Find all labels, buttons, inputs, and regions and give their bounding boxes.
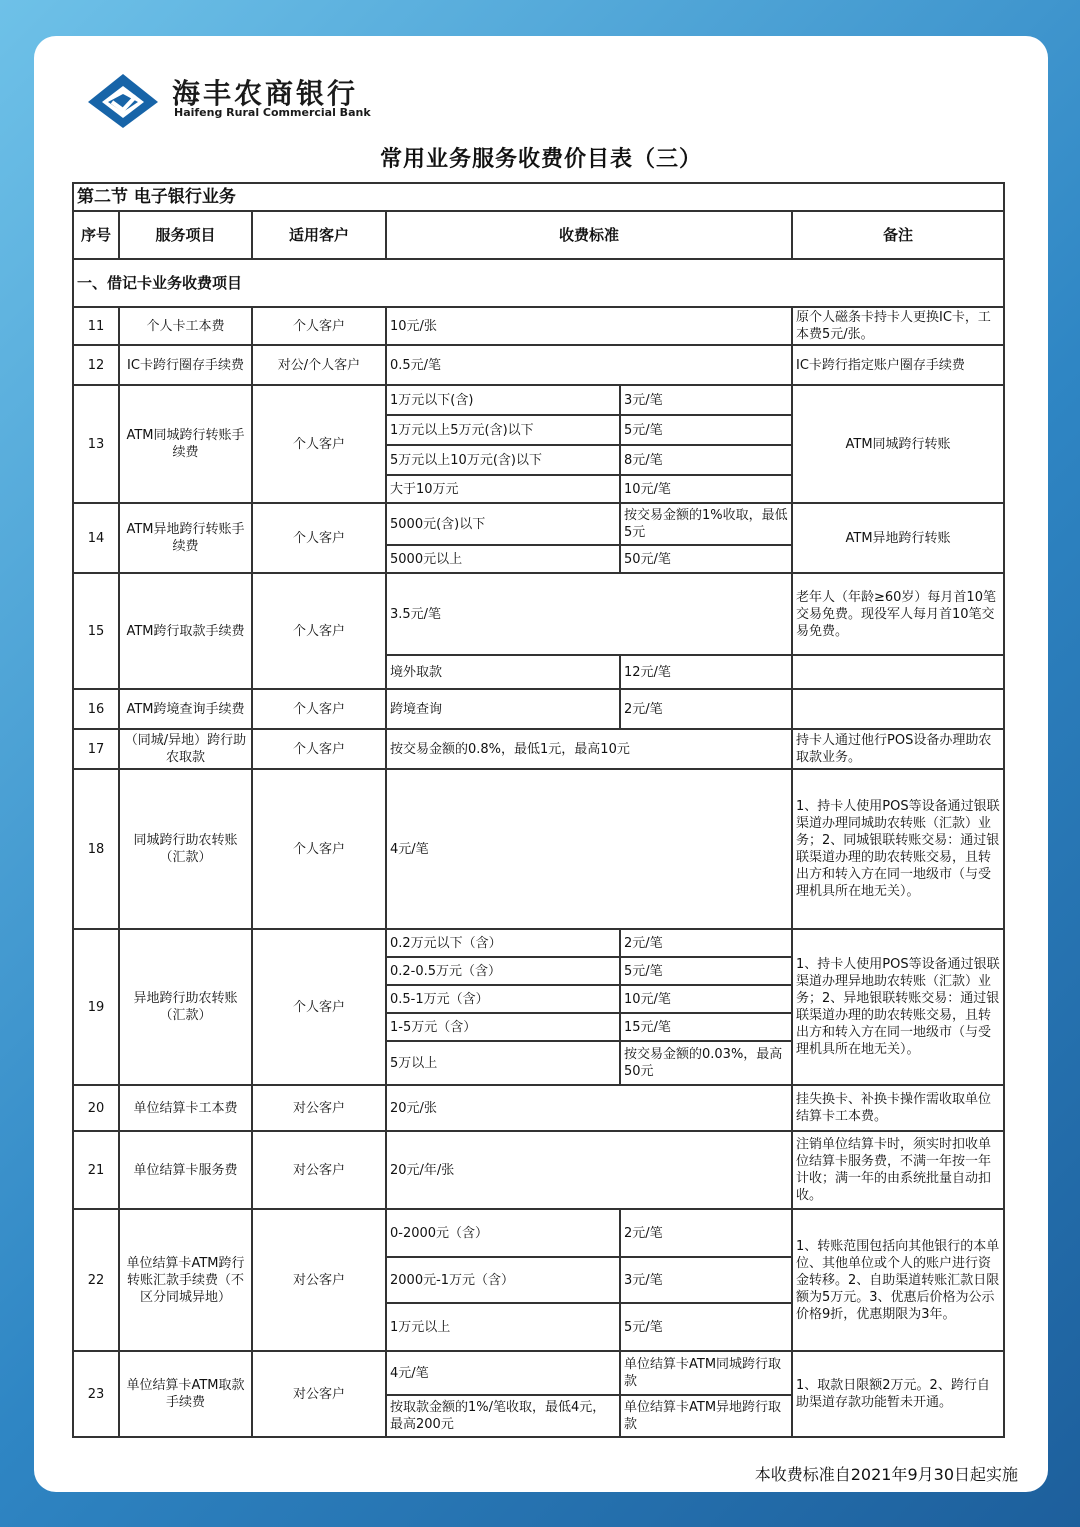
page-title: 常用业务服务收费价目表（三） bbox=[379, 147, 702, 172]
tier-fee: 按交易金额的1%收取，最低5元 bbox=[620, 503, 792, 545]
remark: ATM异地跨行转账 bbox=[792, 503, 1004, 573]
table-row bbox=[73, 307, 1004, 345]
tier-fee: 3元/笔 bbox=[620, 1257, 792, 1303]
brand-name-cn: 海丰农商银行 bbox=[172, 77, 359, 110]
sub-fee: 12元/笔 bbox=[620, 655, 792, 689]
service-name: ATM跨境查询手续费 bbox=[119, 689, 252, 729]
row-no: 13 bbox=[73, 385, 119, 503]
tier-fee: 8元/笔 bbox=[620, 445, 792, 475]
table-row bbox=[73, 385, 1004, 415]
service-name: 个人卡工本费 bbox=[119, 307, 252, 345]
brand-name-en: Haifeng Rural Commercial Bank bbox=[174, 106, 371, 119]
section-title: 第二节 电子银行业务 bbox=[73, 183, 1004, 211]
tier-fee: 4元/笔 bbox=[386, 1351, 620, 1395]
table-row bbox=[73, 1085, 1004, 1131]
remark: 挂失换卡、补换卡操作需收取单位结算卡工本费。 bbox=[792, 1085, 1004, 1131]
service-name: 单位结算卡ATM跨行转账汇款手续费（不区分同城异地） bbox=[119, 1209, 252, 1351]
fee-standard: 20元/年/张 bbox=[386, 1131, 792, 1209]
service-name: ATM跨行取款手续费 bbox=[119, 573, 252, 689]
service-name: ATM同城跨行转账手续费 bbox=[119, 385, 252, 503]
table-row bbox=[73, 929, 1004, 957]
tier-range: 2000元-1万元（含） bbox=[386, 1257, 620, 1303]
remark: 持卡人通过他行POS设备办理助农取款业务。 bbox=[792, 729, 1004, 769]
remark: 1、取款日限额2万元。2、跨行自助渠道存款功能暂未开通。 bbox=[792, 1351, 1004, 1437]
row-no: 17 bbox=[73, 729, 119, 769]
col-header-service: 服务项目 bbox=[119, 211, 252, 259]
remark-empty bbox=[792, 655, 1004, 689]
tier-range: 1万元以上 bbox=[386, 1303, 620, 1351]
service-name: ATM异地跨行转账手续费 bbox=[119, 503, 252, 573]
customer-type: 个人客户 bbox=[252, 503, 386, 573]
tier-fee: 2元/笔 bbox=[620, 929, 792, 957]
remark: 原个人磁条卡持卡人更换IC卡，工本费5元/张。 bbox=[792, 307, 1004, 345]
row-no: 12 bbox=[73, 345, 119, 385]
row-no: 16 bbox=[73, 689, 119, 729]
fee-standard: 2元/笔 bbox=[620, 689, 792, 729]
remark bbox=[792, 689, 1004, 729]
tier-range: 1万元以上5万元(含)以下 bbox=[386, 415, 620, 445]
remark: ATM同城跨行转账 bbox=[792, 385, 1004, 503]
tier-fee: 5元/笔 bbox=[620, 415, 792, 445]
table-row bbox=[73, 1209, 1004, 1257]
tier-range: 0.2万元以下（含） bbox=[386, 929, 620, 957]
fee-table bbox=[72, 182, 1005, 1438]
fee-label: 跨境查询 bbox=[386, 689, 620, 729]
service-name: 单位结算卡服务费 bbox=[119, 1131, 252, 1209]
tier-range: 5万以上 bbox=[386, 1041, 620, 1085]
customer-type: 个人客户 bbox=[252, 929, 386, 1085]
tier-range: 0-2000元（含） bbox=[386, 1209, 620, 1257]
bank-logo-icon bbox=[86, 72, 160, 130]
table-row bbox=[73, 769, 1004, 929]
tier-range: 0.5-1万元（含） bbox=[386, 985, 620, 1013]
tier-range: 5000元以上 bbox=[386, 545, 620, 573]
table-row bbox=[73, 729, 1004, 769]
customer-type: 个人客户 bbox=[252, 769, 386, 929]
remark: 1、持卡人使用POS等设备通过银联渠道办理异地助农转账（汇款）业务；2、异地银联转账交易：通过银联渠道办理的助农转账交易，且转出方和转入方在同一地级市（与受理机具所在地无关）。 bbox=[792, 929, 1004, 1085]
service-name: 异地跨行助农转账（汇款） bbox=[119, 929, 252, 1085]
row-no: 18 bbox=[73, 769, 119, 929]
tier-fee: 5元/笔 bbox=[620, 957, 792, 985]
row-no: 11 bbox=[73, 307, 119, 345]
fee-standard: 4元/笔 bbox=[386, 769, 792, 929]
col-header-fee: 收费标准 bbox=[386, 211, 792, 259]
tier-fee: 2元/笔 bbox=[620, 1209, 792, 1257]
sub-label: 境外取款 bbox=[386, 655, 620, 689]
col-header-note: 备注 bbox=[792, 211, 1004, 259]
customer-type: 个人客户 bbox=[252, 307, 386, 345]
service-name: 单位结算卡ATM取款手续费 bbox=[119, 1351, 252, 1437]
table-row bbox=[73, 689, 1004, 729]
customer-type: 对公客户 bbox=[252, 1085, 386, 1131]
fee-standard: 0.5元/笔 bbox=[386, 345, 792, 385]
remark: 注销单位结算卡时，须实时扣收单位结算卡服务费，不满一年按一年计收；满一年的由系统批量自动扣收。 bbox=[792, 1131, 1004, 1209]
tier-range: 1万元以下(含) bbox=[386, 385, 620, 415]
tier-fee: 5元/笔 bbox=[620, 1303, 792, 1351]
tier-fee: 按取款金额的1%/笔收取，最低4元，最高200元 bbox=[386, 1395, 620, 1437]
table-row bbox=[73, 573, 1004, 655]
table-row bbox=[73, 503, 1004, 545]
customer-type: 个人客户 bbox=[252, 729, 386, 769]
customer-type: 个人客户 bbox=[252, 689, 386, 729]
customer-type: 对公/个人客户 bbox=[252, 345, 386, 385]
customer-type: 对公客户 bbox=[252, 1351, 386, 1437]
effective-date-note: 本收费标准自2021年9月30日起实施 bbox=[754, 1465, 1018, 1484]
tier-range: 5万元以上10万元(含)以下 bbox=[386, 445, 620, 475]
customer-type: 个人客户 bbox=[252, 573, 386, 689]
table-row bbox=[73, 1351, 1004, 1395]
customer-type: 对公客户 bbox=[252, 1209, 386, 1351]
fee-standard: 20元/张 bbox=[386, 1085, 792, 1131]
remark: 1、持卡人使用POS等设备通过银联渠道办理同城助农转账（汇款）业务；2、同城银联转账交易：通过银联渠道办理的助农转账交易，且转出方和转入方在同一地级市（与受理机具所在地无关）。 bbox=[792, 769, 1004, 929]
category-title: 一、借记卡业务收费项目 bbox=[73, 259, 1004, 307]
table-row bbox=[73, 345, 1004, 385]
row-no: 22 bbox=[73, 1209, 119, 1351]
page-card bbox=[34, 36, 1048, 1492]
tier-range: 5000元(含)以下 bbox=[386, 503, 620, 545]
tier-fee: 10元/笔 bbox=[620, 475, 792, 503]
service-name: 同城跨行助农转账（汇款） bbox=[119, 769, 252, 929]
service-name: IC卡跨行圈存手续费 bbox=[119, 345, 252, 385]
customer-type: 个人客户 bbox=[252, 385, 386, 503]
tier-fee: 15元/笔 bbox=[620, 1013, 792, 1041]
row-no: 15 bbox=[73, 573, 119, 689]
row-no: 21 bbox=[73, 1131, 119, 1209]
tier-range: 大于10万元 bbox=[386, 475, 620, 503]
fee-standard: 10元/张 bbox=[386, 307, 792, 345]
customer-type: 对公客户 bbox=[252, 1131, 386, 1209]
tier-fee: 10元/笔 bbox=[620, 985, 792, 1013]
row-no: 14 bbox=[73, 503, 119, 573]
col-header-customer: 适用客户 bbox=[252, 211, 386, 259]
fee-standard: 3.5元/笔 bbox=[386, 573, 792, 655]
service-name: 单位结算卡工本费 bbox=[119, 1085, 252, 1131]
tier-range: 0.2-0.5万元（含） bbox=[386, 957, 620, 985]
row-no: 23 bbox=[73, 1351, 119, 1437]
row-no: 19 bbox=[73, 929, 119, 1085]
fee-standard: 按交易金额的0.8%，最低1元，最高10元 bbox=[386, 729, 792, 769]
remark: IC卡跨行指定账户圈存手续费 bbox=[792, 345, 1004, 385]
tier-type: 单位结算卡ATM同城跨行取款 bbox=[620, 1351, 792, 1395]
row-no: 20 bbox=[73, 1085, 119, 1131]
tier-fee: 按交易金额的0.03%，最高50元 bbox=[620, 1041, 792, 1085]
tier-type: 单位结算卡ATM异地跨行取款 bbox=[620, 1395, 792, 1437]
tier-fee: 50元/笔 bbox=[620, 545, 792, 573]
table-row bbox=[73, 1131, 1004, 1209]
remark: 老年人（年龄≥60岁）每月首10笔交易免费。现役军人每月首10笔交易免费。 bbox=[792, 573, 1004, 655]
col-header-no: 序号 bbox=[73, 211, 119, 259]
tier-fee: 3元/笔 bbox=[620, 385, 792, 415]
service-name: （同城/异地）跨行助农取款 bbox=[119, 729, 252, 769]
tier-range: 1-5万元（含） bbox=[386, 1013, 620, 1041]
remark: 1、转账范围包括向其他银行的本单位、其他单位或个人的账户进行资金转移。2、自助渠道转账汇款日限额为5万元。3、优惠后价格为公示价格9折，优惠期限为3年。 bbox=[792, 1209, 1004, 1351]
